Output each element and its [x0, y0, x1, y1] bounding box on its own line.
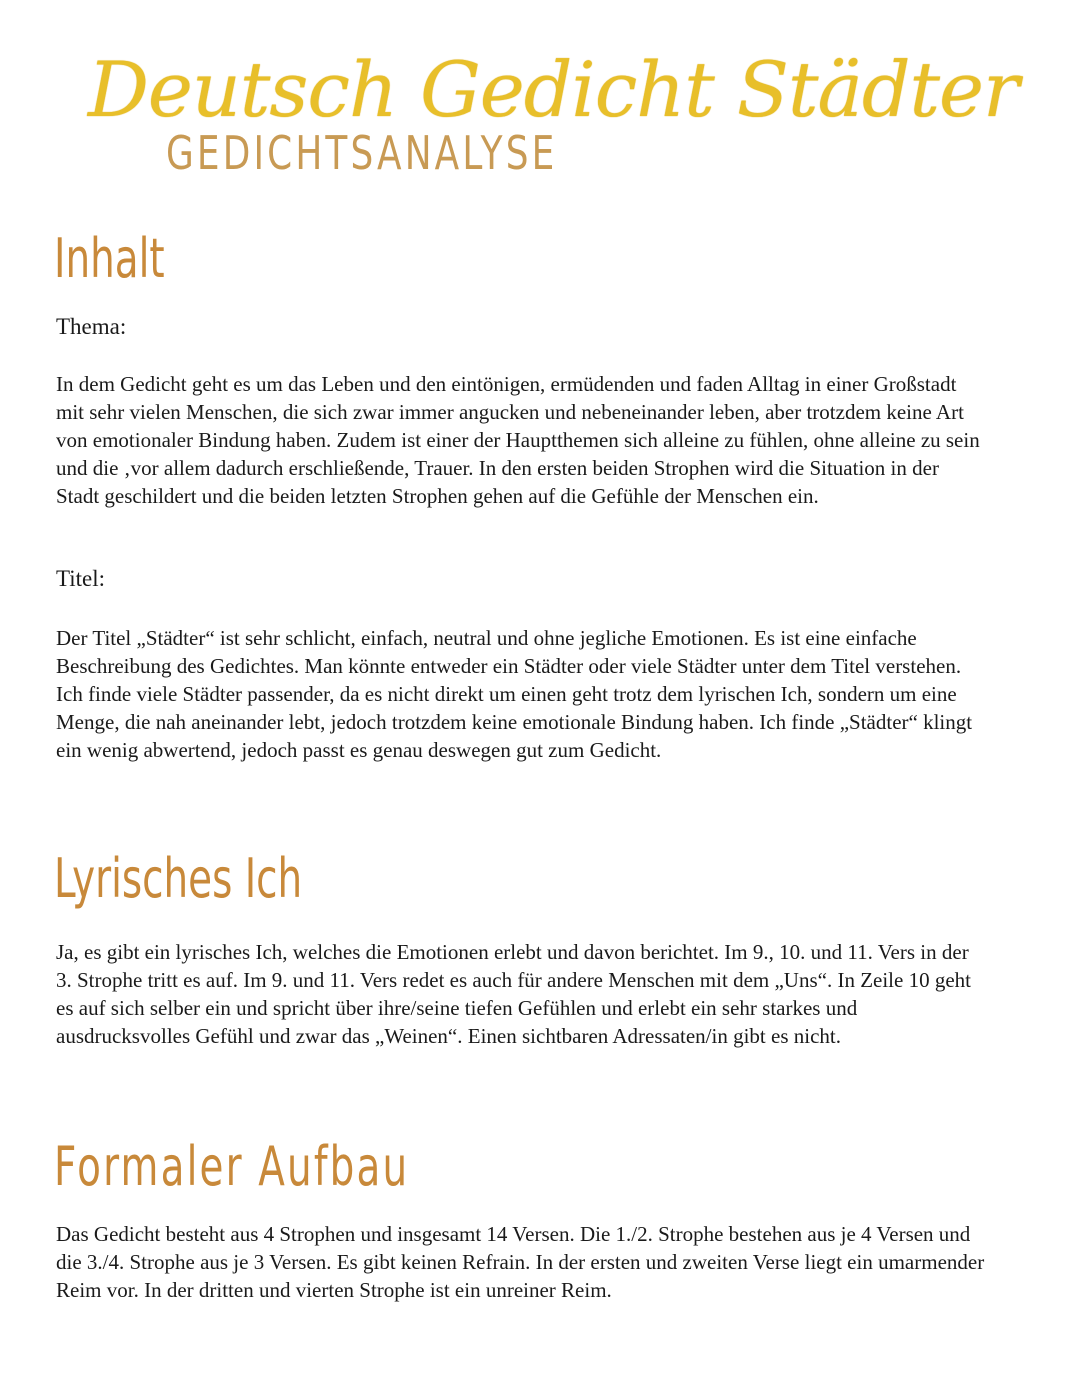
paragraph-titel: Der Titel „Städter“ ist sehr schlicht, einfach, neutral und ohne jegliche Emotionen. Es ist eine einfache Beschreibung des Gedichtes. Man könnte entweder ein Städter oder viele Städter unter dem Titel verstehen. Ich finde viele Städter passender, da es nicht direkt um einen geht trotz dem lyrischen Ich, sondern um eine Menge, die nah aneinander lebt, jedoch trotzdem keine emotionale Bindung haben. Ich finde „Städter“ klingt ein wenig abwertend, jedoch passt es genau deswegen gut zum Gedicht. — [56, 626, 973, 762]
heading-inhalt: Inhalt — [54, 227, 165, 290]
paragraph-thema: In dem Gedicht geht es um das Leben und den eintönigen, ermüdenden und faden Alltag in einer Großstadt mit sehr vielen Menschen, die sich zwar immer angucken und nebeneinander leben, aber trotzdem keine Art von emotionaler Bindung haben. Zudem ist einer der Hauptthemen sich alleine zu fühlen, ohne alleine zu sein und die ‚vor allem dadurch erschließende, Trauer. In den ersten beiden Strophen wird die Situation in der Stadt geschildert und die beiden letzten Strophen gehen auf die Gefühle der Menschen ein. — [56, 372, 980, 508]
label-titel: Titel: — [56, 566, 106, 591]
heading-formaler-aufbau: Formaler Aufbau — [54, 1135, 410, 1198]
document-title: Deutsch Gedicht Städter — [88, 45, 1019, 134]
paragraph-formaler-aufbau: Das Gedicht besteht aus 4 Strophen und insgesamt 14 Versen. Die 1./2. Strophe bestehen aus je 4 Versen und die 3./4. Strophe aus je 3 Versen. Es gibt keinen Refrain. In der ersten und zweiten Verse liegt ein umarmender Reim vor. In der dritten und vierten Strophe ist ein unreiner Reim. — [56, 1222, 985, 1302]
paragraph-lyrisches-ich: Ja, es gibt ein lyrisches Ich, welches die Emotionen erlebt und davon berichtet. Im 9., 10. und 11. Vers in der 3. Strophe tritt es auf. Im 9. und 11. Vers redet es auch für andere Menschen mit dem „Uns“. In Zeile 10 geht es auf sich selber ein und spricht über ihre/seine tiefen Gefühlen und erlebt ein sehr starkes und ausdrucksvolles Gefühl und zwar das „Weinen“. Einen sichtbaren Adressaten/in gibt es nicht. — [56, 940, 971, 1048]
heading-lyrisches-ich: Lyrisches Ich — [54, 847, 303, 910]
document-subtitle: GEDICHTSANALYSE — [166, 126, 558, 180]
label-thema: Thema: — [56, 314, 127, 339]
